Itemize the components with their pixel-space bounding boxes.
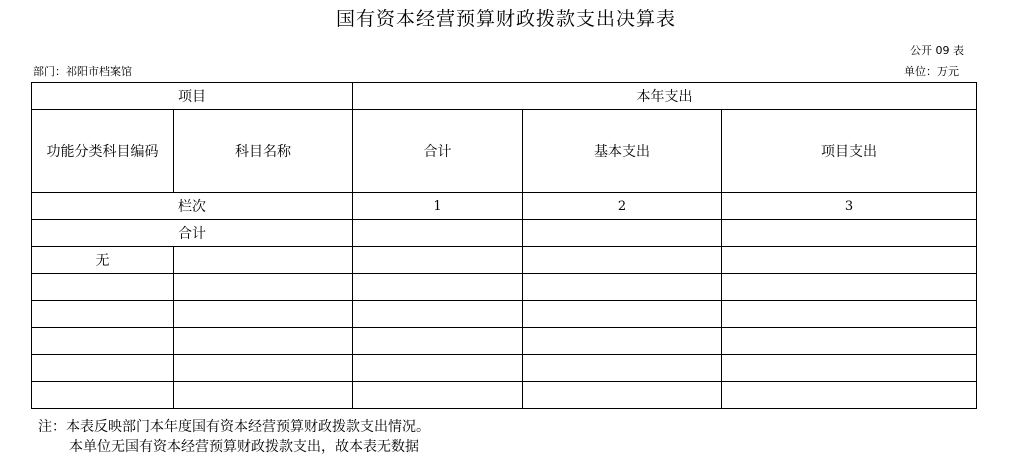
row-project (722, 247, 977, 274)
row-basic (523, 355, 722, 382)
row-code (32, 382, 174, 409)
row-total (353, 301, 523, 328)
column-index-label: 栏次 (32, 193, 353, 220)
total-row-total (353, 220, 523, 247)
row-name (174, 328, 353, 355)
row-basic (523, 247, 722, 274)
expenditure-table (31, 82, 977, 409)
header-subject-name: 科目名称 (174, 110, 353, 193)
row-code: 无 (32, 247, 174, 274)
row-basic (523, 328, 722, 355)
row-code (32, 274, 174, 301)
column-index-3: 3 (722, 193, 977, 220)
row-total (353, 382, 523, 409)
form-number: 公开 09 表 (910, 44, 964, 57)
row-name (174, 301, 353, 328)
row-code (32, 355, 174, 382)
note-line-2: 本单位无国有资本经营预算财政拨款支出，故本表无数据 (69, 439, 419, 455)
table-row (32, 247, 977, 274)
total-row-basic (523, 220, 722, 247)
header-func-code: 功能分类科目编码 (32, 110, 174, 193)
row-code (32, 301, 174, 328)
header-row-2 (32, 110, 977, 193)
column-index-row (32, 193, 977, 220)
row-total (353, 247, 523, 274)
row-total (353, 328, 523, 355)
row-project (722, 328, 977, 355)
row-basic (523, 274, 722, 301)
unit-label: 单位：万元 (904, 65, 959, 78)
row-basic (523, 382, 722, 409)
total-row-label: 合计 (32, 220, 353, 247)
row-code (32, 328, 174, 355)
header-project: 项目支出 (722, 110, 977, 193)
total-row (32, 220, 977, 247)
column-index-1: 1 (353, 193, 523, 220)
table-notes (38, 417, 430, 457)
table-row (32, 274, 977, 301)
department-label: 部门：祁阳市档案馆 (33, 65, 132, 78)
header-row-1 (32, 83, 977, 110)
note-line-1: 注：本表反映部门本年度国有资本经营预算财政拨款支出情况。 (38, 419, 430, 435)
row-name (174, 355, 353, 382)
header-total: 合计 (353, 110, 523, 193)
row-name (174, 247, 353, 274)
row-project (722, 301, 977, 328)
table-row (32, 328, 977, 355)
column-index-2: 2 (523, 193, 722, 220)
row-total (353, 355, 523, 382)
header-year-spending: 本年支出 (353, 83, 977, 110)
table-row (32, 382, 977, 409)
total-row-project (722, 220, 977, 247)
row-project (722, 274, 977, 301)
row-project (722, 355, 977, 382)
row-name (174, 382, 353, 409)
row-total (353, 274, 523, 301)
header-basic: 基本支出 (523, 110, 722, 193)
table-row (32, 301, 977, 328)
row-basic (523, 301, 722, 328)
row-name (174, 274, 353, 301)
header-item: 项目 (32, 83, 353, 110)
row-project (722, 382, 977, 409)
page-title: 国有资本经营预算财政拨款支出决算表 (335, 8, 676, 30)
table-row (32, 355, 977, 382)
